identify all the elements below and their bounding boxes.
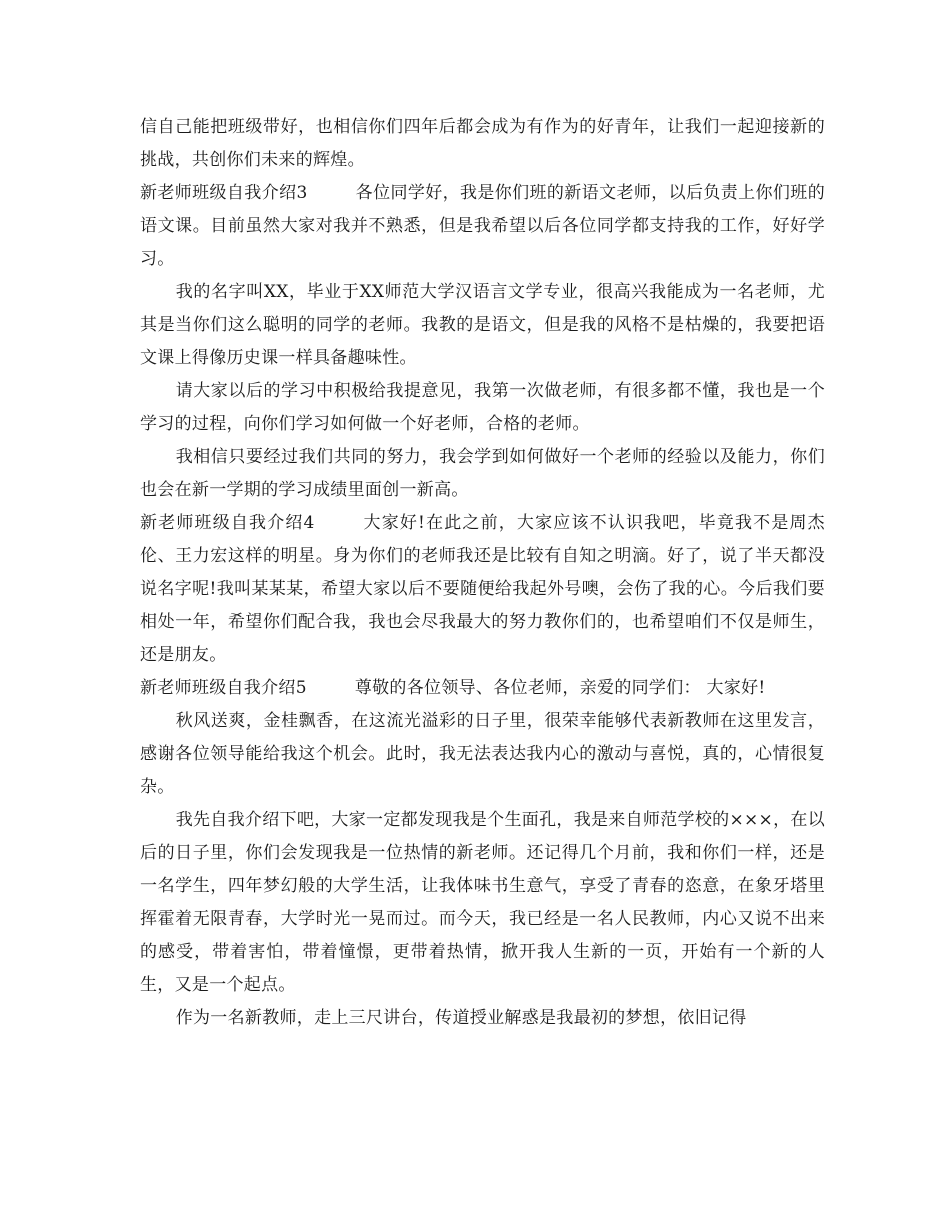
paragraph: 我先自我介绍下吧，大家一定都发现我是个生面孔，我是来自师范学校的×××，在以后的日子里，你们会发现我是一位热情的新老师。还记得几个月前，我和你们一样，还是一名学生，四年梦幻般的大学生活，让我体味书生意气，享受了青春的恣意，在象牙塔里挥霍着无限青春，大学时光一晃而过。而今天，我已经是一名人民教师，内心又说不出来的感受，带着害怕，带着憧憬，更带着热情，掀开我人生新的一页，开始有一个新的人生，又是一个起点。 — [140, 810, 825, 995]
document-body — [140, 111, 825, 1035]
section-4-intro: 大家好!在此之前，大家应该不认识我吧，毕竟我不是周杰伦、王力宏这样的明星。身为你们的老师我还是比较有自知之明滴。好了，说了半天都没说名字呢!我叫某某某，希望大家以后不要随便给我起外号噢，会伤了我的心。今后我们要相处一年，希望你们配合我，我也会尽我最大的努力教你们的，也希望咱们不仅是师生，还是朋友。 — [140, 513, 825, 665]
paragraph: 请大家以后的学习中积极给我提意见，我第一次做老师，有很多都不懂，我也是一个学习的过程，向你们学习如何做一个好老师，合格的老师。 — [140, 381, 825, 434]
section-3 — [140, 177, 825, 276]
paragraph-continuation: 信自己能把班级带好，也相信你们四年后都会成为有作为的好青年，让我们一起迎接新的挑战，共创你们未来的辉煌。 — [140, 117, 825, 170]
section-4 — [140, 507, 825, 672]
section-5 — [140, 672, 825, 705]
paragraph: 作为一名新教师，走上三尺讲台，传道授业解惑是我最初的梦想，依旧记得 — [175, 1008, 747, 1028]
section-4-title: 新老师班级自我介绍4 — [140, 513, 315, 533]
paragraph: 秋风送爽，金桂飘香，在这流光溢彩的日子里，很荣幸能够代表新教师在这里发言，感谢各位领导能给我这个机会。此时，我无法表达我内心的激动与喜悦，真的，心情很复杂。 — [140, 711, 825, 797]
section-3-title: 新老师班级自我介绍3 — [140, 183, 308, 203]
paragraph: 我相信只要经过我们共同的努力，我会学到如何做好一个老师的经验以及能力，你们也会在新一学期的学习成绩里面创一新高。 — [140, 447, 825, 500]
section-5-intro: 尊敬的各位领导、各位老师，亲爱的同学们： 大家好! — [354, 678, 766, 698]
section-5-title: 新老师班级自我介绍5 — [140, 678, 307, 698]
paragraph: 我的名字叫XX，毕业于XX师范大学汉语言文学专业，很高兴我能成为一名老师，尤其是当你们这么聪明的同学的老师。我教的是语文，但是我的风格不是枯燥的，我要把语文课上得像历史课一样具备趣味性。 — [140, 282, 825, 368]
section-3-intro: 各位同学好，我是你们班的新语文老师，以后负责上你们班的语文课。目前虽然大家对我并不熟悉，但是我希望以后各位同学都支持我的工作，好好学习。 — [140, 183, 825, 269]
